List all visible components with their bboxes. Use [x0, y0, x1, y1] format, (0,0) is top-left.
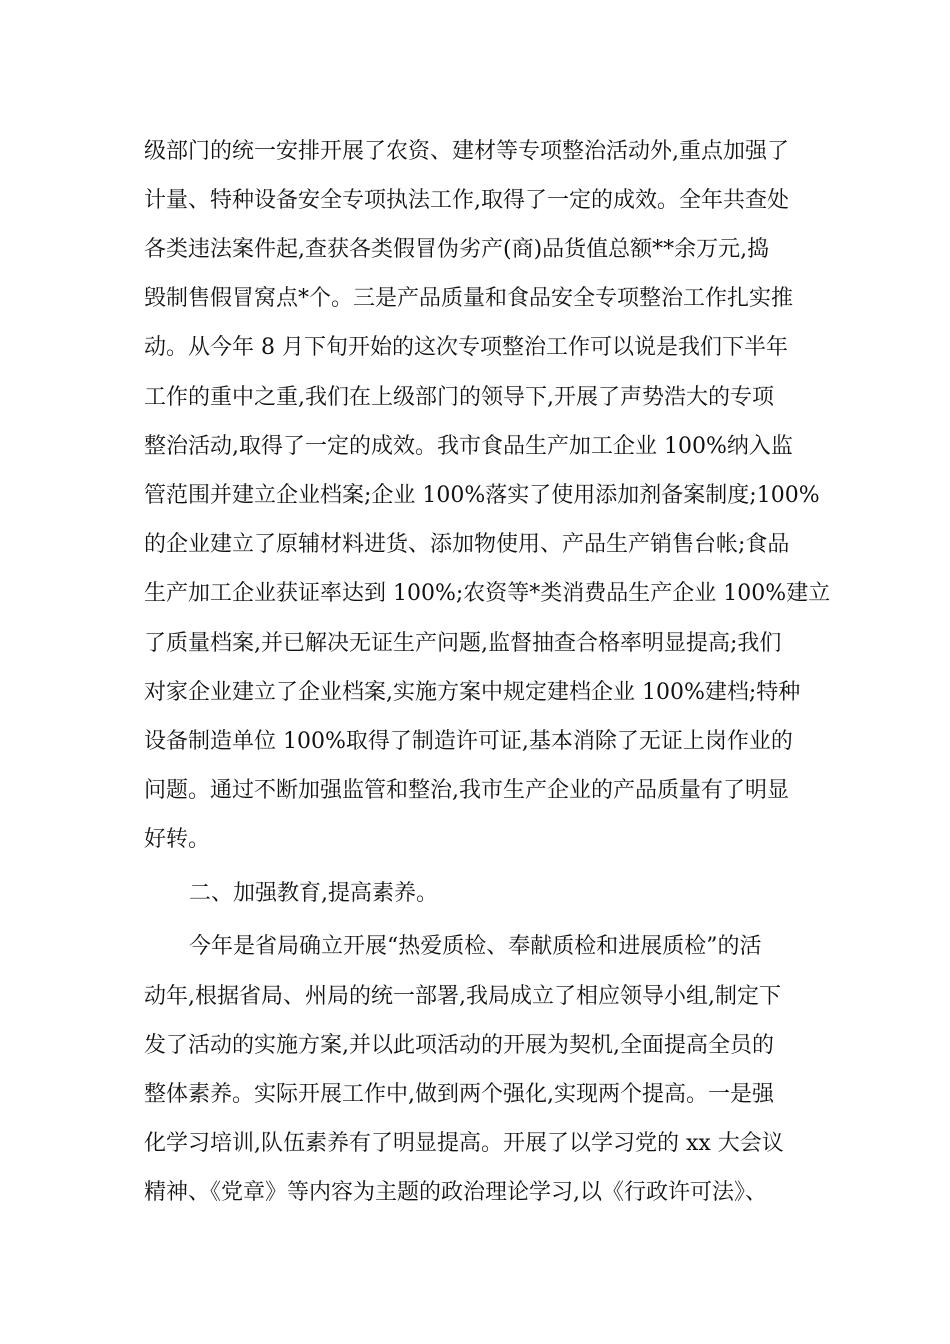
text-line: 精神、《党章》等内容为主题的政治理论学习,以《行政许可法》、 [144, 1180, 767, 1205]
paragraph-first-line: 今年是省局确立开展“热爱质检、奉献质检和进展质检”的活 [189, 934, 762, 959]
text-line: 毁制售假冒窝点*个。三是产品质量和食品安全专项整治工作扎实推 [144, 286, 794, 311]
text-line: 了质量档案,并已解决无证生产问题,监督抽查合格率明显提高;我们 [144, 631, 782, 656]
text-line: 各类违法案件起,查获各类假冒伪劣产(商)品货值总额**余万元,捣 [144, 237, 770, 262]
section-heading: 二、加强教育,提高素养。 [189, 881, 438, 906]
text-line: 整体素养。实际开展工作中,做到两个强化,实现两个提高。一是强 [144, 1082, 774, 1107]
text-line: 管范围并建立企业档案;企业 100%落实了使用添加剂备案制度;100% [144, 483, 820, 508]
text-line: 动年,根据省局、州局的统一部署,我局成立了相应领导小组,制定下 [144, 984, 781, 1009]
text-line: 动。从今年 8 月下旬开始的这次专项整治工作可以说是我们下半年 [144, 335, 788, 360]
text-line: 生产加工企业获证率达到 100%;农资等*类消费品生产企业 100%建立 [144, 581, 831, 606]
text-line: 整治活动,取得了一定的成效。我市食品生产加工企业 100%纳入监 [144, 434, 793, 459]
text-line: 工作的重中之重,我们在上级部门的领导下,开展了声势浩大的专项 [144, 385, 774, 410]
text-line: 问题。通过不断加强监管和整治,我市生产企业的产品质量有了明显 [144, 778, 789, 803]
text-line: 设备制造单位 100%取得了制造许可证,基本消除了无证上岗作业的 [144, 729, 793, 754]
text-line: 化学习培训,队伍素养有了明显提高。开展了以学习党的 xx 大会议 [144, 1131, 784, 1156]
text-line: 的企业建立了原辅材料进货、添加物使用、产品生产销售台帐;食品 [144, 532, 790, 557]
text-line: 对家企业建立了企业档案,实施方案中规定建档企业 100%建档;特种 [144, 680, 801, 705]
text-line: 级部门的统一安排开展了农资、建材等专项整治活动外,重点加强了 [144, 139, 789, 164]
text-line: 好转。 [144, 827, 211, 852]
text-line: 发了活动的实施方案,并以此项活动的开展为契机,全面提高全员的 [144, 1033, 774, 1058]
text-line: 计量、特种设备安全专项执法工作,取得了一定的成效。全年共查处 [144, 188, 789, 213]
